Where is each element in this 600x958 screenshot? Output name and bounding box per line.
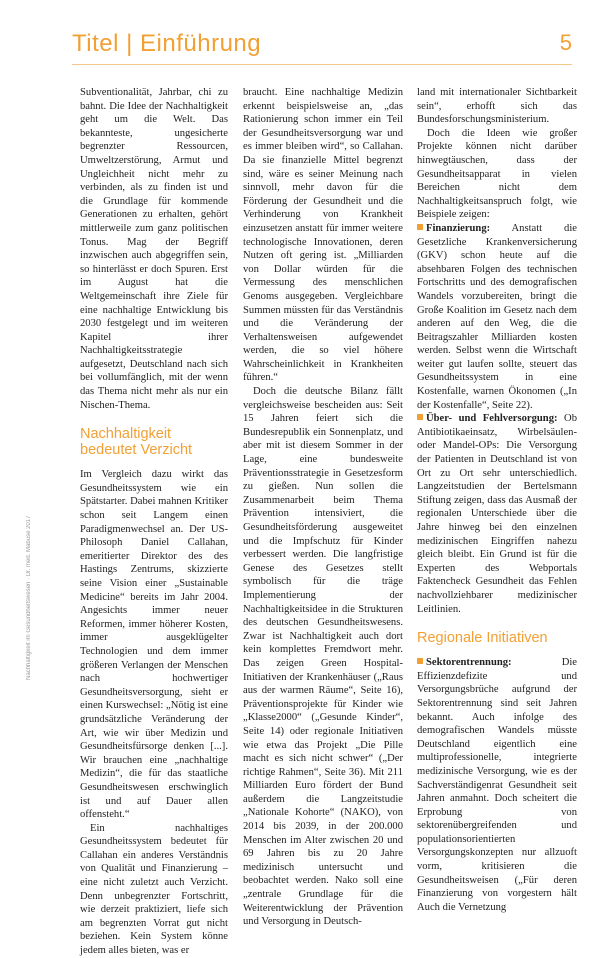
page-title: Titel | Einführung bbox=[72, 30, 262, 57]
bullet-title: Finanzierung: bbox=[426, 222, 491, 234]
bullet-paragraph bbox=[417, 222, 577, 412]
body-paragraph: Subventionalität, Jahrbar, chi zu bahnt. Die Idee der Nachhaltigkeit geht um die Welt. Das bekannteste, ungesicherte begrenzter Ressourcen, Umweltzerstörung, Armut und Ungleichheit nicht mehr zu verbinden, als zu finden ist und die Grundlage für kommende Generationen zu erhalten, gehört mittlerweile zum ganz politischen Tonus. Mag der Begriff inzwischen auch abgegriffen sein, so hinterlässt er doch Spuren. Erst im August hat die Weltgemeinschaft ihre Ziele für eine nachhaltige Entwicklung bis 2030 festgelegt und im weiteren Kapitel ihrer Nachhaltigkeitsstrategie aufgesetzt, Deutschland nach sich bei vollumfänglich, mit der wenn das Thema nicht mehr als nur ein Nischen-Thema. bbox=[80, 87, 228, 411]
section-heading: Nachhaltigkeit bedeutet Verzicht bbox=[80, 426, 193, 459]
header-divider bbox=[72, 64, 572, 65]
body-paragraph: Im Vergleich dazu wirkt das Gesundheitssystem wie ein Spätstarter. Dabei mahnen Kritiker schon seit Langem einen Paradigmenwechsel an. Der US-Philosoph Daniel Callahan, emeritierter Direktor des des Hastings Zentrums, skizzierte seine Vision einer „Sustainable Medicine“ bereits im Jahr 2004. Angesichts immer neuer Reformen, immer höherer Kosten, immer ausgeklügelter Technologien und dem immer größeren Verlangen der Menschen nach hochwertiger Gesundheitsversorgung, sieht er einen Kurswechsel: „Nötig ist eine grundsätzliche Veränderung der Art, wie wir über Medizin und Gesundheitsfürsorge denken [...]. Wir brauchen eine „nachhaltige Medizin“, die für das staatliche Gesundheitswesen erschwinglich ist und auf Dauer allen offensteht.“ bbox=[80, 469, 228, 821]
column-2 bbox=[243, 86, 403, 929]
column-3 bbox=[417, 86, 577, 914]
bullet-paragraph bbox=[417, 656, 577, 914]
bullet-text: Ob Antibiotikaeinsatz, Wirbelsäulen- oder Mandel-OPs: Die Versorgung der Patienten in Deutschland ist von Ort zu Ort sehr unterschiedlich. Langzeitstudien der Bertelsmann Stiftung zeigen, dass das Ausmaß der regionalen Unterschiede über die Jahre hinweg bei den einzelnen medizinischen Eingriffen nahezu gleich bleibt. Ein Grund ist für die Experten des Webportals Faktencheck Gesundheit das Fehlen nachvollziehbarer medizinischer Leitlinien. bbox=[417, 413, 577, 615]
body-paragraph: Ein nachhaltiges Gesundheitssystem bedeutet für Callahan ein anderes Verständnis von Qualität und Finanzierung – eine nicht zuletzt auch Verzicht. Denn unbegrenzter Fortschritt, wie derzeit praktiziert, liefe sich am begrenzten Vorrat gut nicht beziehen. Kein System könne jedem alles bieten, was er bbox=[80, 822, 228, 957]
square-bullet-icon bbox=[417, 414, 423, 420]
square-bullet-icon bbox=[417, 658, 423, 664]
column-1 bbox=[80, 86, 228, 958]
bullet-text: Die Effizienzdefizite und Versorgungsbrüche aufgrund der Sektorentrennung sind seit Jahren bekannt. Auch infolge des demografischen Wandels müsste Deutschland eigentlich eine multiprofessionelle, integrierte medizinische Versorgung, wie es der Sachverständigenrat Gesundheit seit Jahren anmahnt. Doch scheitert die Erprobung von sektorenübergreifenden und populationsorientierten Versorgungskonzepten nur allzuoft vorm, kritisieren die Gesundheitsweisen („Für deren Finanzierung von vorgestern hält Auch die Vernetzung bbox=[417, 657, 577, 913]
section-heading: Regionale Initiativen bbox=[417, 630, 548, 647]
bullet-title: Über- und Fehlversorgung: bbox=[426, 413, 558, 425]
side-credit: Nachhaltigkeit im Gesundheitswesen · Dr. med. Mabuse 2017 bbox=[26, 515, 32, 680]
body-paragraph: land mit internationaler Sichtbarkeit sein“, erhofft sich das Bundesforschungsministerium. bbox=[417, 87, 577, 126]
body-paragraph: Doch die Ideen wie großer Projekte können nicht darüber hinwegtäuschen, dass der Gesundheitsapparat in vielen Bereichen nicht dem Nachhaltigkeitsanspruch folgt, wie Beispiele zeigen: bbox=[417, 127, 577, 221]
bullet-text: Anstatt die Gesetzliche Krankenversicherung (GKV) schon heute auf die absehbaren Folgen des technischen Fortschritts und des demografischen Wandels vorzubereiten, bringt die Große Koalition im Gesetz nach dem anderen auf den Weg, die die Beitragszahler Milliarden kosten werden. Selbst wenn die Wirtschaft weiter gut laufen sollte, steuert das Gesundheitssystem in eine Kostenfalle, warnen Ökonomen („In der Kostenfalle“, Seite 22). bbox=[417, 222, 577, 411]
bullet-title: Sektorentrennung: bbox=[426, 657, 512, 669]
square-bullet-icon bbox=[417, 224, 423, 230]
bullet-paragraph bbox=[417, 412, 577, 616]
page-number: 5 bbox=[559, 30, 572, 55]
page-header bbox=[0, 0, 600, 72]
body-paragraph: braucht. Eine nachhaltige Medizin erkennt beispielsweise an, „das Rationierung schon immer ein Teil der Gesundheitsversorgung war und es immer bleiben wird“, so Callahan. Da sie finanzielle Mittel begrenzt sind, wäre es seiner Meinung nach sinnvoll, mehr davon für die Förderung der Gesundheit und die Verhinderung von Krankheit einzusetzen anstatt für immer weitere technologische Innovationen, deren Nutzen oft gering ist. „Milliarden von Dollar würden für die Vermessung des menschlichen Genoms ausgegeben. Vergleichbare Summen müssten für das Verständnis und die Veränderung der Verhaltensweisen aufgewendet werden, die so viel höhere Wahrscheinlichkeit in Krankheiten führen.“ bbox=[243, 87, 403, 384]
body-paragraph: Doch die deutsche Bilanz fällt vergleichsweise bescheiden aus: Seit 15 Jahren feiert sich die Bundesrepublik ein Sonnenplatz, und aber mit ist diesem Sommer in der Lage, eine bundesweite Präventionsstrategie in Gesetzesform zu gießen. Nun sollen die Zusammenarbeit beim Thema Prävention intensiviert, die Gesundheitsförderung ausgeweitet und die Impfschutz für Kinder verbessert werden. Die langfristige Genese des Gesetzes stellt symbolisch für die träge Implementierung der Nachhaltigkeitsidee in die Strukturen des deutschen Gesundheitswesens. Zwar ist Nachhaltigkeit auch dort kein komplettes Fremdwort mehr. Das zeigen Green Hospital-Initiativen der Krankenhäuser („Raus aus der warmen Räume“, Seite 16), Präventionsprojekte für Kinder wie „Klasse2000“ („Gesunde Kinder“, Seite 14) oder regionale Initiativen wie etwa das Projekt „Die Pille macht es sich nicht schwer“ („Der richtige Rahmen“, Seite 36). Mit 211 Milliarden Euro fördert der Bund außerdem die Langzeitstudie „Nationale Kohorte“ (NAKO), von 2014 bis 2039, in der 200.000 Menschen im Alter zwischen 20 und 69 Jahren bis zu 20 Jahre medizinisch untersucht und beobachtet werden. Nako soll eine „zentrale Grundlage für die Weiterentwicklung der Prävention und Versorgung in Deutsch- bbox=[243, 386, 403, 928]
